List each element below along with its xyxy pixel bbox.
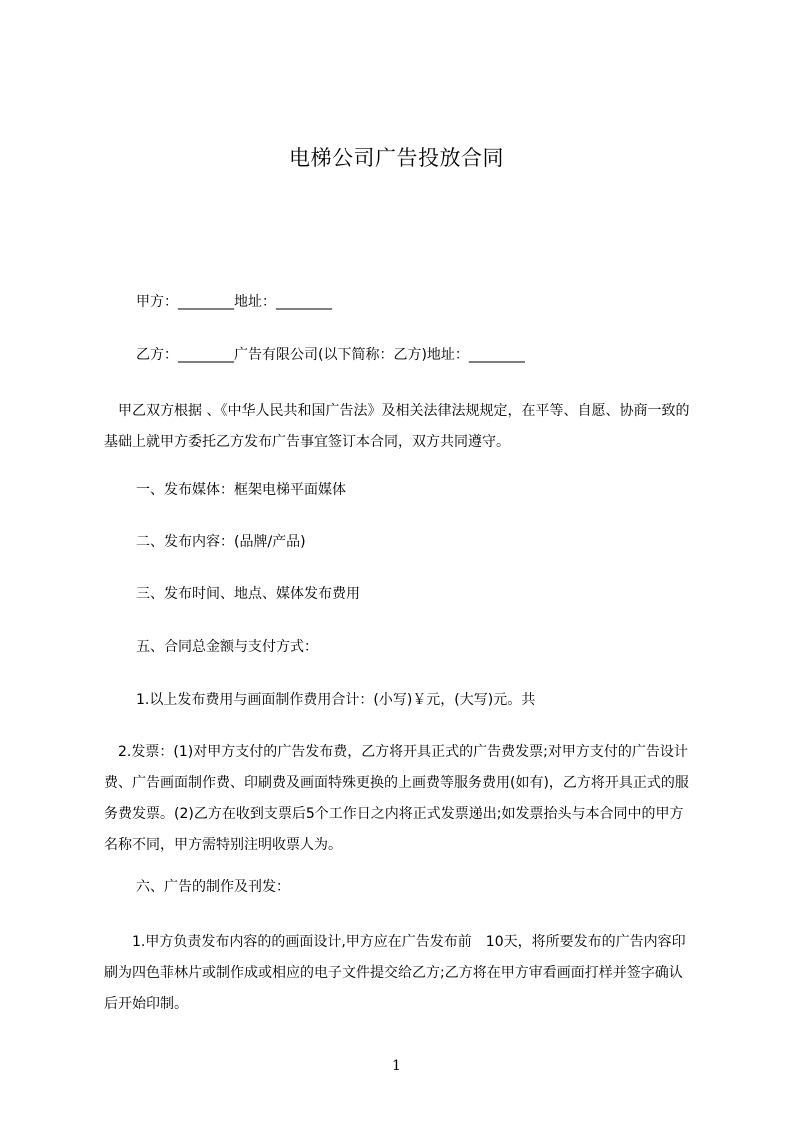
- section-3-heading: 三、发布时间、地点、媒体发布费用: [136, 586, 360, 602]
- party-a-line: 甲方：________地址：________: [136, 294, 332, 310]
- party-b-line: 乙方：________广告有限公司(以下简称：乙方)地址：________: [136, 347, 525, 363]
- section-5-item-1: 1.以上发布费用与画面制作费用合计：(小写)￥元，(大写)元。共: [136, 692, 536, 708]
- page-number: 1: [392, 1058, 401, 1074]
- section-5-item-2: 2.发票：(1)对甲方支付的广告发布费，乙方将开具正式的广告费发票;对甲方支付的广告设计费、广告画面制作费、印刷费及画面特殊更换的上画费等服务费用(如有)，乙方将开具正式的服务费发票。(2)乙方在收到支票后5个工作日之内将正式发票递出;如发票抬头与本合同中的甲方名称不同，甲方需特别注明收票人为。: [104, 744, 689, 853]
- document-title: 电梯公司广告投放合同: [289, 146, 504, 170]
- section-1-heading: 一、发布媒体：框架电梯平面媒体: [136, 482, 346, 498]
- section-2-heading: 二、发布内容：(品牌/产品): [136, 534, 306, 550]
- intro-paragraph: 甲乙双方根据 、《中华人民共和国广告法》及相关法律法规规定，在平等、自愿、协商一致的基础上就甲方委托乙方发布广告事宜签订本合同，双方共同遵守。: [104, 403, 690, 450]
- section-5-heading: 五、合同总金额与支付方式：: [136, 639, 318, 655]
- section-6-heading: 六、广告的制作及刊发：: [136, 879, 290, 895]
- section-6-item-1: 1.甲方负责发布内容的的画面设计,甲方应在广告发布前 10天，将所要发布的广告内容印刷为四色菲林片或制作成或相应的电子文件提交给乙方;乙方将在甲方审看画面打样并签字确认后开始印制。: [104, 934, 686, 1012]
